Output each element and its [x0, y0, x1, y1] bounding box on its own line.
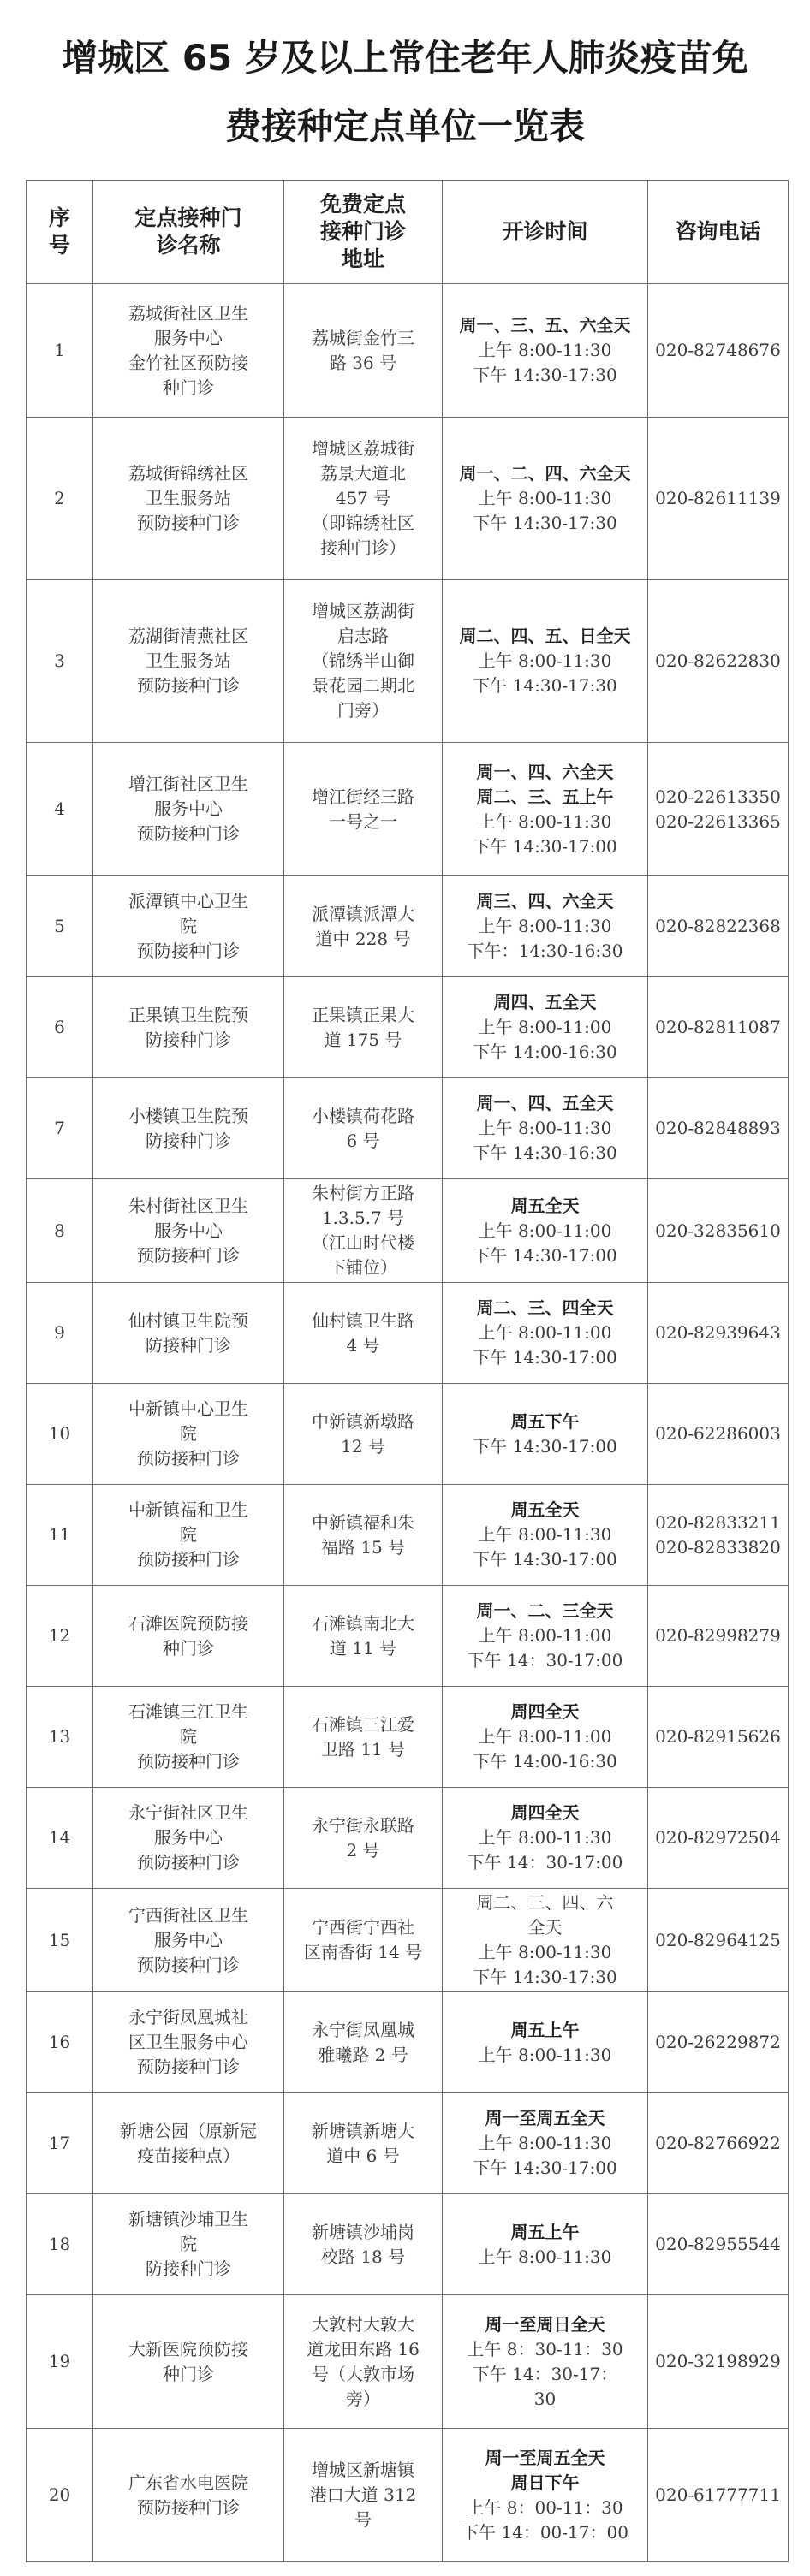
opening-hours: 周五上午 上午 8:00-11:30: [443, 2194, 648, 2295]
row-number: 2: [27, 418, 93, 580]
table-row: [27, 1687, 789, 1788]
table-row: [27, 1586, 789, 1687]
opening-hours: 周一、三、五、六全天 上午 8:00-11:30 下午 14:30-17:30: [443, 284, 648, 418]
phone-number: 020-82848893: [648, 1078, 789, 1179]
table-row: [27, 284, 789, 418]
opening-hours: 周二、四、五、日全天 上午 8:00-11:30 下午 14:30-17:30: [443, 580, 648, 743]
clinic-address: 增城区荔湖街 启志路 （锦绣半山御 景花园二期北 门旁）: [284, 580, 443, 743]
table-row: [27, 580, 789, 743]
clinic-name: 石滩镇三江卫生 院 预防接种门诊: [93, 1687, 284, 1788]
row-number: 15: [27, 1889, 93, 1992]
clinic-name: 宁西街社区卫生 服务中心 预防接种门诊: [93, 1889, 284, 1992]
clinic-address: 小楼镇荷花路 6 号: [284, 1078, 443, 1179]
row-number: 6: [27, 977, 93, 1078]
clinic-address: 宁西街宁西社 区南香街 14 号: [284, 1889, 443, 1992]
opening-hours: 周一、四、六全天 周二、三、五上午 上午 8:00-11:30 下午 14:30-17:00: [443, 743, 648, 876]
table-row: [27, 418, 789, 580]
clinic-name: 朱村街社区卫生 服务中心 预防接种门诊: [93, 1179, 284, 1283]
opening-hours: 周四全天 上午 8:00-11:00 下午 14:00-16:30: [443, 1687, 648, 1788]
row-number: 10: [27, 1384, 93, 1485]
table-row: [27, 2194, 789, 2295]
table-row: [27, 1384, 789, 1485]
header-address: 免费定点 接种门诊 地址: [284, 181, 443, 284]
clinic-address: 朱村街方正路 1.3.5.7 号 （江山时代楼 下铺位）: [284, 1179, 443, 1283]
phone-number: 020-22613350 020-22613365: [648, 743, 789, 876]
clinic-address: 派潭镇派潭大 道中 228 号: [284, 876, 443, 977]
clinic-name: 石滩医院预防接 种门诊: [93, 1586, 284, 1687]
phone-number: 020-32198929: [648, 2295, 789, 2429]
clinic-address: 新塘镇新塘大 道中 6 号: [284, 2093, 443, 2194]
clinic-address: 石滩镇三江爱 卫路 11 号: [284, 1687, 443, 1788]
clinic-address: 永宁街永联路 2 号: [284, 1788, 443, 1889]
row-number: 5: [27, 876, 93, 977]
row-number: 13: [27, 1687, 93, 1788]
phone-number: 020-82822368: [648, 876, 789, 977]
header-no: 序 号: [27, 181, 93, 284]
row-number: 7: [27, 1078, 93, 1179]
opening-hours: 周一至周五全天 周日下午 上午 8：00-11：30 下午 14：00-17：00: [443, 2429, 648, 2562]
clinic-address: 荔城街金竹三 路 36 号: [284, 284, 443, 418]
clinic-name: 荔湖街清燕社区 卫生服务站 预防接种门诊: [93, 580, 284, 743]
phone-number: 020-26229872: [648, 1992, 789, 2093]
document-title: [0, 0, 810, 180]
opening-hours: 周四全天 上午 8:00-11:30 下午 14：30-17:00: [443, 1788, 648, 1889]
clinic-name: 永宁街社区卫生 服务中心 预防接种门诊: [93, 1788, 284, 1889]
table-row: [27, 1889, 789, 1992]
opening-hours: 周二、三、四全天 上午 8:00-11:00 下午 14:30-17:00: [443, 1283, 648, 1384]
row-number: 18: [27, 2194, 93, 2295]
opening-hours: 周一至周日全天 上午 8：30-11：30 下午 14：30-17： 30: [443, 2295, 648, 2429]
table-row: [27, 1283, 789, 1384]
table-row: [27, 2295, 789, 2429]
opening-hours: 周五上午 上午 8:00-11:30: [443, 1992, 648, 2093]
clinic-name: 广东省水电医院 预防接种门诊: [93, 2429, 284, 2562]
clinic-name: 小楼镇卫生院预 防接种门诊: [93, 1078, 284, 1179]
row-number: 16: [27, 1992, 93, 2093]
clinic-table: [26, 180, 789, 2562]
phone-number: 020-82998279: [648, 1586, 789, 1687]
row-number: 19: [27, 2295, 93, 2429]
phone-number: 020-82939643: [648, 1283, 789, 1384]
phone-number: 020-32835610: [648, 1179, 789, 1283]
clinic-address: 仙村镇卫生路 4 号: [284, 1283, 443, 1384]
clinic-name: 增江街社区卫生 服务中心 预防接种门诊: [93, 743, 284, 876]
phone-number: 020-82811087: [648, 977, 789, 1078]
table-row: [27, 1078, 789, 1179]
clinic-name: 永宁街凤凰城社 区卫生服务中心 预防接种门诊: [93, 1992, 284, 2093]
phone-number: 020-82972504: [648, 1788, 789, 1889]
phone-number: 020-82748676: [648, 284, 789, 418]
row-number: 9: [27, 1283, 93, 1384]
clinic-name: 荔城街社区卫生 服务中心 金竹社区预防接 种门诊: [93, 284, 284, 418]
table-body: [27, 284, 789, 2562]
clinic-address: 正果镇正果大 道 175 号: [284, 977, 443, 1078]
clinic-name: 仙村镇卫生院预 防接种门诊: [93, 1283, 284, 1384]
table-row: [27, 743, 789, 876]
table-row: [27, 876, 789, 977]
phone-number: 020-82833211 020-82833820: [648, 1485, 789, 1586]
row-number: 17: [27, 2093, 93, 2194]
phone-number: 020-61777711: [648, 2429, 789, 2562]
clinic-address: 增城区荔城街 荔景大道北 457 号 （即锦绣社区 接种门诊）: [284, 418, 443, 580]
table-row: [27, 1788, 789, 1889]
row-number: 8: [27, 1179, 93, 1283]
table-row: [27, 1992, 789, 2093]
table-row: [27, 977, 789, 1078]
clinic-address: 增江街经三路 一号之一: [284, 743, 443, 876]
opening-hours: 周一、二、三全天 上午 8:00-11:00 下午 14：30-17:00: [443, 1586, 648, 1687]
phone-number: 020-82955544: [648, 2194, 789, 2295]
header-phone: 咨询电话: [648, 181, 789, 284]
opening-hours: 周二、三、四、六 全天 上午 8:00-11:30 下午 14:30-17:30: [443, 1889, 648, 1992]
header-name: 定点接种门 诊名称: [93, 181, 284, 284]
clinic-address: 石滩镇南北大 道 11 号: [284, 1586, 443, 1687]
phone-number: 020-82964125: [648, 1889, 789, 1992]
table-row: [27, 1179, 789, 1283]
table-row: [27, 1485, 789, 1586]
row-number: 14: [27, 1788, 93, 1889]
header-time: 开诊时间: [443, 181, 648, 284]
opening-hours: 周一、二、四、六全天 上午 8:00-11:30 下午 14:30-17:30: [443, 418, 648, 580]
clinic-name: 中新镇福和卫生 院 预防接种门诊: [93, 1485, 284, 1586]
row-number: 12: [27, 1586, 93, 1687]
phone-number: 020-82622830: [648, 580, 789, 743]
row-number: 3: [27, 580, 93, 743]
phone-number: 020-82766922: [648, 2093, 789, 2194]
opening-hours: 周一至周五全天 上午 8:00-11:30 下午 14:30-17:00: [443, 2093, 648, 2194]
opening-hours: 周五全天 上午 8:00-11:30 下午 14:30-17:00: [443, 1485, 648, 1586]
row-number: 20: [27, 2429, 93, 2562]
row-number: 4: [27, 743, 93, 876]
clinic-address: 永宁街凤凰城 雅曦路 2 号: [284, 1992, 443, 2093]
clinic-name: 派潭镇中心卫生 院 预防接种门诊: [93, 876, 284, 977]
opening-hours: 周五全天 上午 8:00-11:00 下午 14:30-17:00: [443, 1179, 648, 1283]
clinic-address: 中新镇福和朱 福路 15 号: [284, 1485, 443, 1586]
opening-hours: 周四、五全天 上午 8:00-11:00 下午 14:00-16:30: [443, 977, 648, 1078]
table-header-row: [27, 181, 789, 284]
phone-number: 020-62286003: [648, 1384, 789, 1485]
table-row: [27, 2093, 789, 2194]
title-line-1: 增城区 65 岁及以上常住老年人肺炎疫苗免: [62, 37, 748, 79]
clinic-address: 中新镇新墩路 12 号: [284, 1384, 443, 1485]
clinic-address: 新塘镇沙埔岗 校路 18 号: [284, 2194, 443, 2295]
clinic-address: 增城区新塘镇 港口大道 312 号: [284, 2429, 443, 2562]
clinic-name: 新塘公园（原新冠 疫苗接种点）: [93, 2093, 284, 2194]
title-line-2: 费接种定点单位一览表: [224, 105, 585, 147]
clinic-name: 正果镇卫生院预 防接种门诊: [93, 977, 284, 1078]
clinic-name: 大新医院预防接 种门诊: [93, 2295, 284, 2429]
clinic-name: 荔城街锦绣社区 卫生服务站 预防接种门诊: [93, 418, 284, 580]
table-row: [27, 2429, 789, 2562]
row-number: 1: [27, 284, 93, 418]
opening-hours: 周五下午 下午 14:30-17:00: [443, 1384, 648, 1485]
opening-hours: 周一、四、五全天 上午 8:00-11:30 下午 14:30-16:30: [443, 1078, 648, 1179]
phone-number: 020-82611139: [648, 418, 789, 580]
opening-hours: 周三、四、六全天 上午 8:00-11:30 下午：14:30-16:30: [443, 876, 648, 977]
clinic-name: 新塘镇沙埔卫生 院 防接种门诊: [93, 2194, 284, 2295]
row-number: 11: [27, 1485, 93, 1586]
clinic-address: 大敦村大敦大 道龙田东路 16 号（大敦市场 旁）: [284, 2295, 443, 2429]
clinic-name: 中新镇中心卫生 院 预防接种门诊: [93, 1384, 284, 1485]
phone-number: 020-82915626: [648, 1687, 789, 1788]
